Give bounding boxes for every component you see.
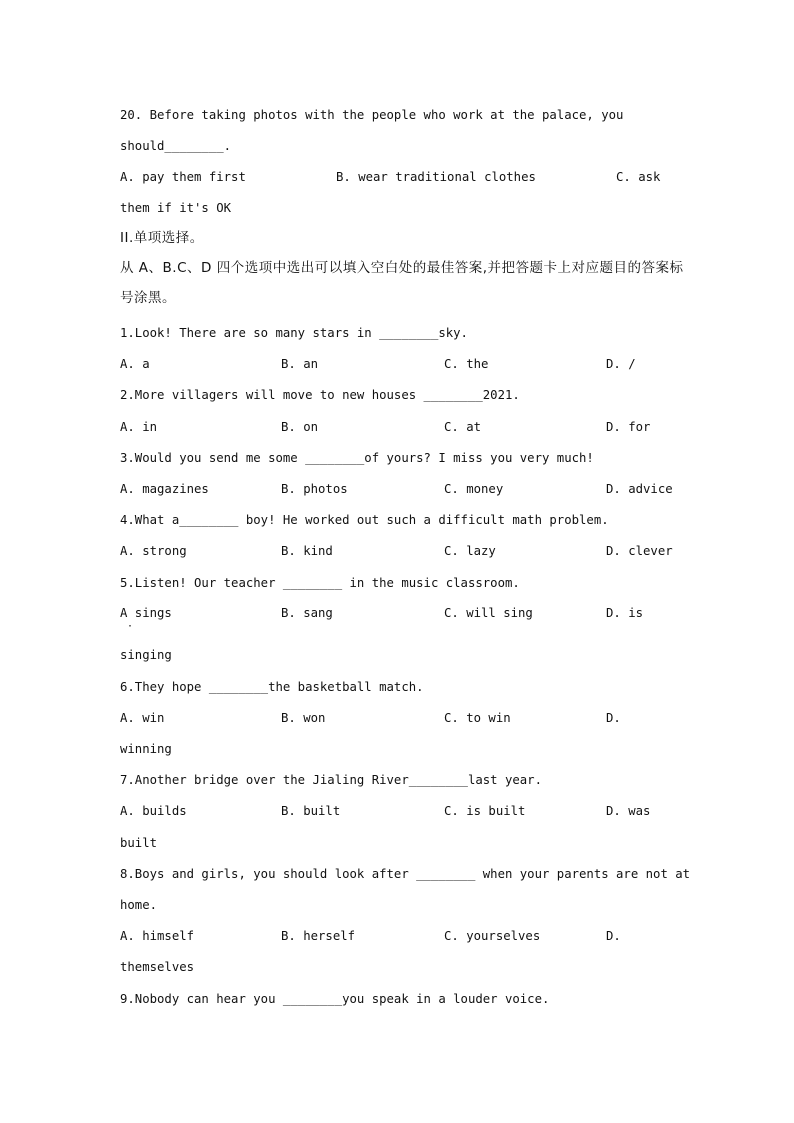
- q20-option-b: B. wear traditional clothes: [336, 170, 536, 184]
- question-9-stem: 9.Nobody can hear you ________you speak in a louder voice.: [120, 992, 550, 1006]
- question-8-option-c: C. yourselves: [444, 929, 541, 943]
- question-5-option-b: B. sang: [281, 606, 333, 620]
- question-1-stem: 1.Look! There are so many stars in ________sky.: [120, 326, 468, 340]
- question-7-option-b: B. built: [281, 804, 341, 818]
- question-1-option-d: D. /: [606, 357, 636, 371]
- q20-stem-line-2: should________.: [120, 139, 232, 153]
- question-2-option-c: C. at: [444, 420, 482, 434]
- question-6-stem: 6.They hope ________the basketball match.: [120, 680, 424, 694]
- question-5-option-c: C. will sing: [444, 606, 533, 620]
- question-5-stem: 5.Listen! Our teacher ________ in the music classroom.: [120, 576, 520, 590]
- section-instruction-line-1: 从 A、B.C、D 四个选项中选出可以填入空白处的最佳答案,并把答题卡上对应题目的答案标: [120, 260, 684, 276]
- question-3-option-d: D. advice: [606, 482, 673, 496]
- question-4-option-b: B. kind: [281, 544, 333, 558]
- question-8-option-d: D.: [606, 929, 621, 943]
- question-6-option-a: A. win: [120, 711, 165, 725]
- q20-option-a: A. pay them first: [120, 170, 246, 184]
- question-7-option-c: C. is built: [444, 804, 526, 818]
- question-2-option-d: D. for: [606, 420, 651, 434]
- section-heading: II.单项选择。: [120, 230, 204, 246]
- question-6-option-b: B. won: [281, 711, 326, 725]
- question-8-option-b: B. herself: [281, 929, 356, 943]
- emphasis-dot: ·: [127, 621, 134, 632]
- question-4-option-c: C. lazy: [444, 544, 496, 558]
- question-5-option-d: D. is: [606, 606, 644, 620]
- question-2-option-b: B. on: [281, 420, 319, 434]
- question-3-option-b: B. photos: [281, 482, 348, 496]
- question-2-option-a: A. in: [120, 420, 158, 434]
- question-5-option-d-continued: singing: [120, 648, 172, 662]
- question-3-option-c: C. money: [444, 482, 504, 496]
- question-2-stem: 2.More villagers will move to new houses ________2021.: [120, 388, 520, 402]
- q20-stem-line-1: 20. Before taking photos with the people who work at the palace, you: [120, 108, 624, 122]
- question-6-option-c: C. to win: [444, 711, 511, 725]
- question-4-option-d: D. clever: [606, 544, 673, 558]
- question-4-option-a: A. strong: [120, 544, 187, 558]
- question-1-option-c: C. the: [444, 357, 489, 371]
- question-7-option-a: A. builds: [120, 804, 187, 818]
- question-6-option-d: D.: [606, 711, 621, 725]
- question-8-stem: 8.Boys and girls, you should look after ________ when your parents are not at: [120, 867, 691, 881]
- q20-option-c-continued: them if it's OK: [120, 201, 232, 215]
- question-8-option-d-continued: themselves: [120, 960, 195, 974]
- question-6-option-d-continued: winning: [120, 742, 172, 756]
- section-instruction-line-2: 号涂黑。: [120, 290, 176, 306]
- question-8-option-a: A. himself: [120, 929, 195, 943]
- question-8-stem-continued: home.: [120, 898, 158, 912]
- question-7-option-d-continued: built: [120, 836, 158, 850]
- question-7-option-d: D. was: [606, 804, 651, 818]
- question-3-stem: 3.Would you send me some ________of yours? I miss you very much!: [120, 451, 594, 465]
- question-5-option-a: A sings: [120, 606, 172, 620]
- q20-option-c: C. ask: [616, 170, 661, 184]
- question-1-option-a: A. a: [120, 357, 150, 371]
- question-1-option-b: B. an: [281, 357, 319, 371]
- question-3-option-a: A. magazines: [120, 482, 209, 496]
- question-7-stem: 7.Another bridge over the Jialing River________last year.: [120, 773, 542, 787]
- question-4-stem: 4.What a________ boy! He worked out such a difficult math problem.: [120, 513, 609, 527]
